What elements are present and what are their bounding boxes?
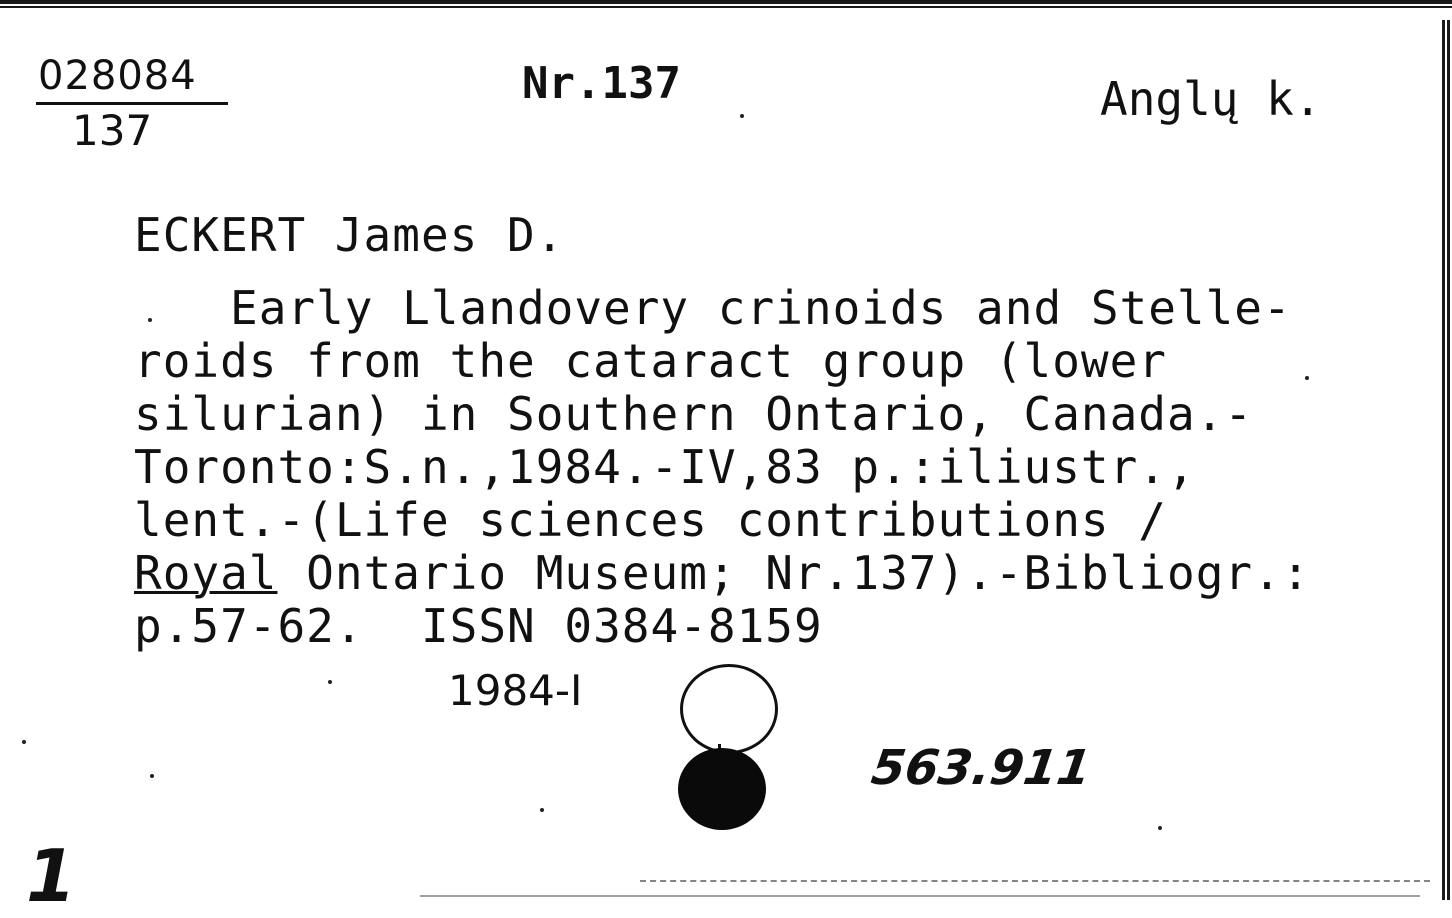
ink-speck: [150, 774, 154, 778]
tally-mark: 1: [26, 834, 77, 918]
ink-speck: [22, 740, 26, 744]
acquisition-date: 1984-I: [448, 666, 583, 715]
classification-number: 563.911: [868, 740, 1095, 796]
description-line: p.57-62. ISSN 0384-8159: [134, 599, 823, 653]
description-line: Early Llandovery crinoids and Stelle-: [230, 281, 1292, 335]
description-line: lent.-(Life sciences contributions /: [134, 493, 1167, 547]
card-right-edge: [1438, 20, 1452, 900]
ink-speck: [540, 808, 544, 812]
bibliographic-description: [134, 282, 1414, 653]
description-line-series: [134, 547, 1414, 600]
ink-speck: [1158, 826, 1162, 830]
call-number-divider: [36, 102, 228, 105]
call-number-bottom: 137: [72, 106, 153, 155]
ink-speck: [740, 114, 744, 118]
description-line: roids from the cataract group (lower: [134, 334, 1167, 388]
description-line: silurian) in Southern Ontario, Canada.-: [134, 387, 1254, 441]
ink-speck: [148, 318, 152, 322]
punch-hole: [678, 748, 766, 830]
description-line: Toronto:S.n.,1984.-IV,83 p.:iliustr.,: [134, 440, 1196, 494]
ink-speck: [1305, 376, 1309, 380]
language-note: Anglų k.: [1100, 72, 1322, 126]
punch-hole-ring: [680, 664, 778, 754]
card-top-edge: [0, 0, 1452, 10]
series-number: Nr.137: [522, 58, 681, 109]
publisher-rest: Ontario Museum; Nr.137).-Bibliogr.:: [277, 546, 1311, 600]
call-number-top: 028084: [38, 53, 197, 99]
author-heading: ECKERT James D.: [134, 208, 565, 262]
card-bottom-edge-line: [420, 895, 1420, 903]
ink-speck: [328, 680, 332, 684]
publisher-underlined: Royal: [134, 546, 278, 600]
